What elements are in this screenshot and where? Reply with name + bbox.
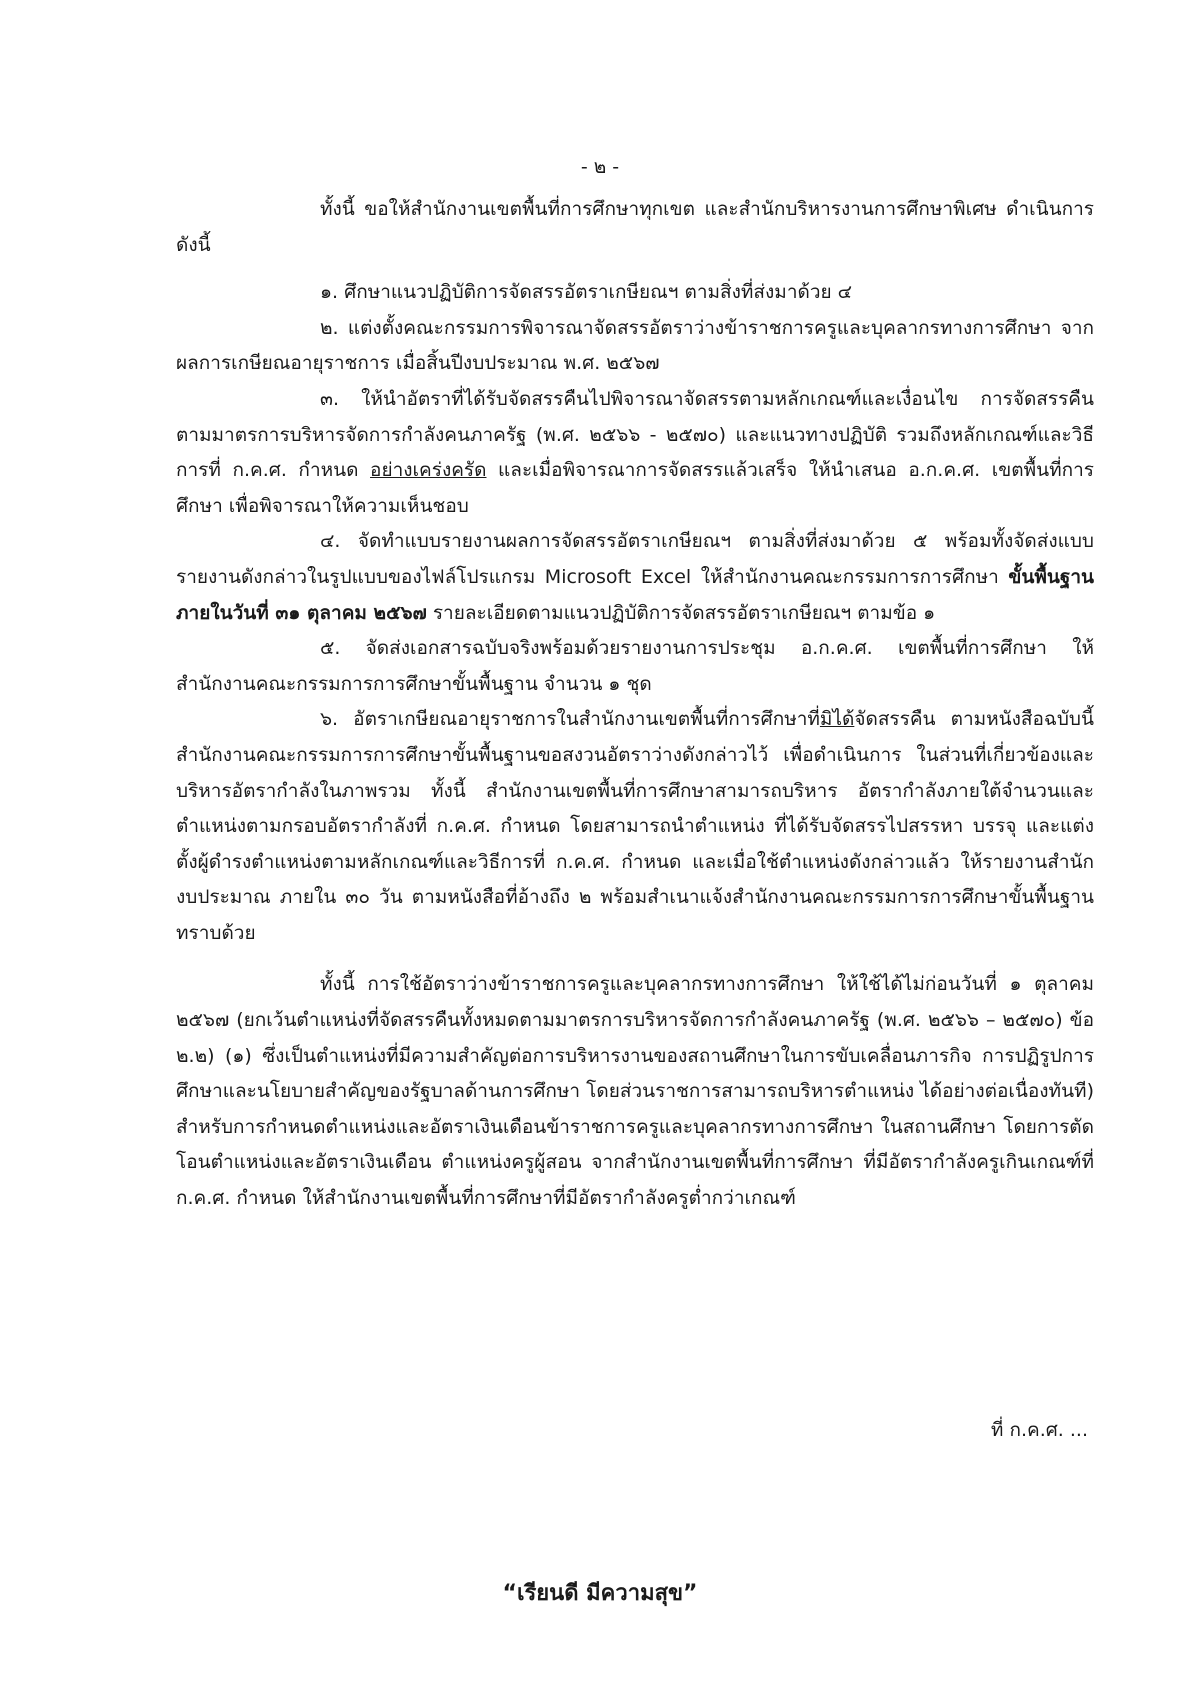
motto: “เรียนดี มีความสุข”: [502, 1581, 698, 1606]
item-3: [176, 382, 1094, 524]
item-3-underlined: อย่างเคร่งครัด: [370, 459, 487, 482]
item-4-deadline: ขั้นพื้นฐาน ภายในวันที่ ๓๑ ตุลาคม ๒๕๖๗: [176, 565, 1094, 624]
item-5: ๕. จัดส่งเอกสารฉบับจริงพร้อมด้วยรายงานการประชุม อ.ก.ค.ศ. เขตพื้นที่การศึกษา ให้สำนักงานคณะกรรมการการศึกษาขั้นพื้นฐาน จำนวน ๑ ชุด: [176, 637, 1094, 695]
item-6-text-a: ๖. อัตราเกษียณอายุราชการในสำนักงานเขตพื้นที่การศึกษาที่: [320, 708, 820, 731]
item-6: [176, 702, 1094, 951]
item-3-text-b: และเมื่อพิจารณาการจัดสรรแล้วเสร็จ ให้นำเสนอ อ.ก.ค.ศ. เขตพื้นที่การศึกษา เพื่อพิจารณาให้ความเห็นชอบ: [176, 459, 1094, 517]
item-3-text-a: ๓. ให้นำอัตราที่ได้รับจัดสรรคืนไปพิจารณาจัดสรรตามหลักเกณฑ์และเงื่อนไข การจัดสรรคืนตามมาตรการบริหารจัดการกำลังคนภาครัฐ (พ.ศ. ๒๕๖๖ - ๒๕๗๐) และแนวทางปฏิบัติ รวมถึงหลักเกณฑ์และวิธีการที่ ก.ค.ศ. กำหนด: [176, 387, 1094, 482]
item-1: ๑. ศึกษาแนวปฏิบัติการจัดสรรอัตราเกษียณฯ ตามสิ่งที่ส่งมาด้วย ๔: [320, 281, 853, 304]
item-6-underlined: มิได้: [819, 708, 855, 731]
item-4: [176, 524, 1094, 631]
item-6-text-b: จัดสรรคืน ตามหนังสือฉบับนี้ สำนักงานคณะกรรมการการศึกษาขั้นพื้นฐานขอสงวนอัตราว่างดังกล่าวไว้ เพื่อดำเนินการ ในส่วนที่เกี่ยวข้องและบริหารอัตรากำลังในภาพรวม ทั้งนี้ สำนักงานเขตพื้นที่การศึกษาสามารถบริหาร อัตรากำลังภายใต้จำนวนและตำแหน่งตามกรอบอัตรากำลังที่ ก.ค.ศ. กำหนด โดยสามารถนำตำแหน่ง ที่ได้รับจัดสรรไปสรรหา บรรจุ และแต่งตั้งผู้ดำรงตำแหน่งตามหลักเกณฑ์และวิธีการที่ ก.ค.ศ. กำหนด และเมื่อใช้ตำแหน่งดังกล่าวแล้ว ให้รายงานสำนักงบประมาณ ภายใน ๓๐ วัน ตามหนังสือที่อ้างถึง ๒ พร้อมสำเนาแจ้งสำนักงานคณะกรรมการการศึกษาขั้นพื้นฐานทราบด้วย: [176, 708, 1094, 944]
closing-paragraph: ทั้งนี้ การใช้อัตราว่างข้าราชการครูและบุคลากรทางการศึกษา ให้ใช้ได้ไม่ก่อนวันที่ ๑ ตุลาคม ๒๕๖๗ (ยกเว้นตำแหน่งที่จัดสรรคืนทั้งหมดตามมาตรการบริหารจัดการกำลังคนภาครัฐ (พ.ศ. ๒๕๖๖ – ๒๕๗๐) ข้อ ๒.๒) (๑) ซึ่งเป็นตำแหน่งที่มีความสำคัญต่อการบริหารงานของสถานศึกษาในการขับเคลื่อนภารกิจ การปฏิรูปการศึกษาและนโยบายสำคัญของรัฐบาลด้านการศึกษา โดยส่วนราชการสามารถบริหารตำแหน่ง ได้อย่างต่อเนื่องทันที) สำหรับการกำหนดตำแหน่งและอัตราเงินเดือนข้าราชการครูและบุคลากรทางการศึกษา ในสถานศึกษา โดยการตัดโอนตำแหน่งและอัตราเงินเดือน ตำแหน่งครูผู้สอน จากสำนักงานเขตพื้นที่การศึกษา ที่มีอัตรากำลังครูเกินเกณฑ์ที่ ก.ค.ศ. กำหนด ให้สำนักงานเขตพื้นที่การศึกษาที่มีอัตรากำลังครูต่ำกว่าเกณฑ์: [176, 973, 1094, 1210]
intro-paragraph: ทั้งนี้ ขอให้สำนักงานเขตพื้นที่การศึกษาทุกเขต และสำนักบริหารงานการศึกษาพิเศษ ดำเนินการ ดังนี้: [176, 198, 1094, 256]
page-number: - ๒ -: [580, 156, 620, 178]
continuation-reference: ที่ ก.ค.ศ. ...: [990, 1419, 1088, 1441]
document-body: [176, 192, 1094, 1217]
item-4-text-a: ๔. จัดทำแบบรายงานผลการจัดสรรอัตราเกษียณฯ ตามสิ่งที่ส่งมาด้วย ๕ พร้อมทั้งจัดส่งแบบ รายงานดังกล่าวในรูปแบบของไฟล์โปรแกรม Microsoft Excel ให้สำนักงานคณะกรรมการการศึกษา: [176, 530, 1094, 588]
item-2: ๒. แต่งตั้งคณะกรรมการพิจารณาจัดสรรอัตราว่างข้าราชการครูและบุคลากรทางการศึกษา จากผลการเกษียณอายุราชการ เมื่อสิ้นปีงบประมาณ พ.ศ. ๒๕๖๗: [176, 316, 1094, 375]
item-4-text-b: รายละเอียดตามแนวปฏิบัติการจัดสรรอัตราเกษียณฯ ตามข้อ ๑: [426, 601, 936, 624]
